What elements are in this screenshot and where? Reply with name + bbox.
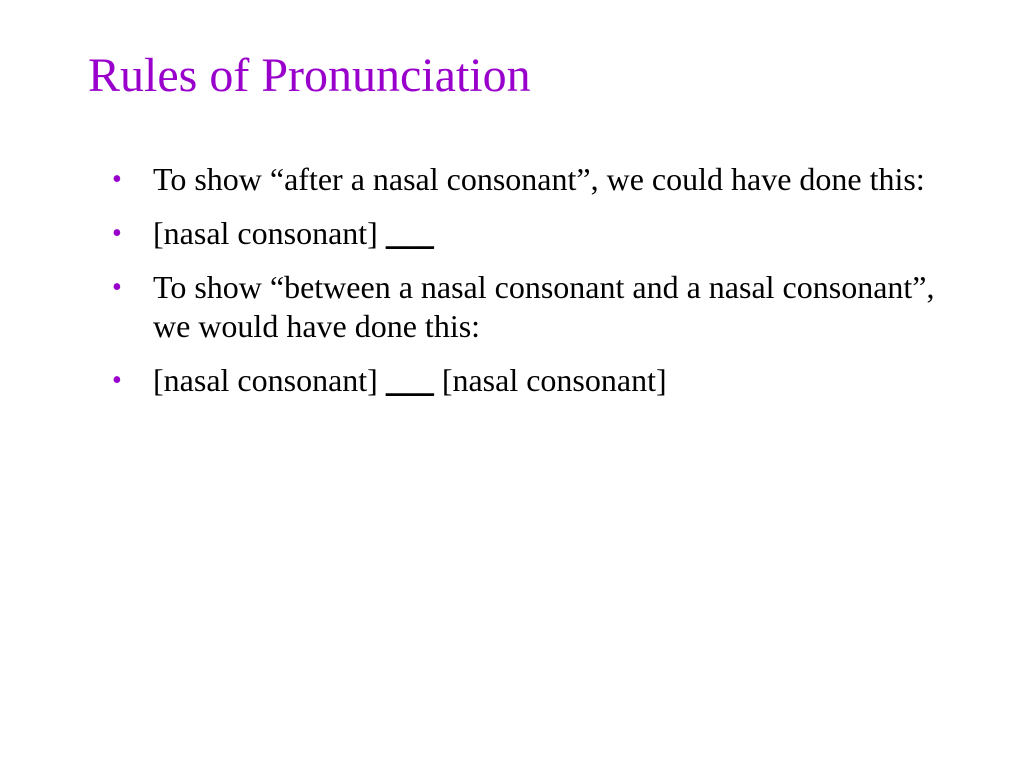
bullet-list [112, 160, 952, 400]
blank-underline: ___ [385, 362, 434, 398]
bullet-item [112, 160, 952, 199]
bullet-icon: • [112, 164, 122, 195]
bullet-text: To show “after a nasal consonant”, we could have done this: [153, 161, 925, 197]
bullet-item [112, 268, 952, 346]
bullet-icon: • [112, 218, 122, 249]
blank-underline: ___ [385, 215, 434, 251]
slide-title: Rules of Pronunciation [88, 49, 531, 102]
bullet-icon: • [112, 272, 122, 303]
bullet-item [112, 361, 952, 400]
bullet-text-prefix: [nasal consonant] [153, 215, 386, 251]
bullet-icon: • [112, 365, 122, 396]
bullet-text-prefix: [nasal consonant] [153, 362, 386, 398]
bullet-item [112, 214, 952, 253]
bullet-text-suffix: [nasal consonant] [433, 362, 667, 398]
bullet-text: To show “between a nasal consonant and a nasal consonant”, we would have done this: [153, 269, 935, 344]
